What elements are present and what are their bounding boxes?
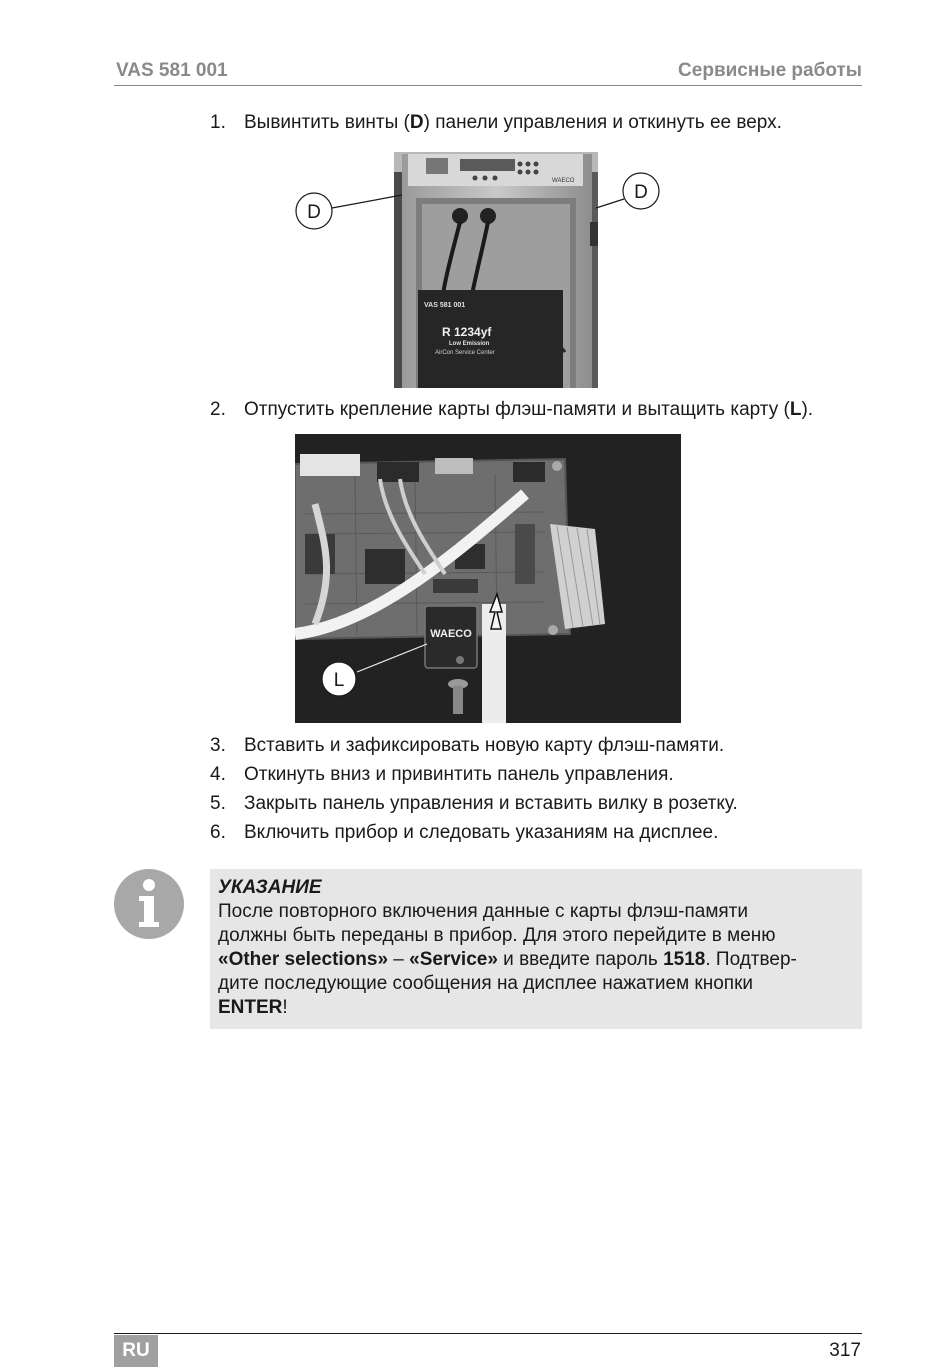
unit-model-label: VAS 581 001 <box>424 302 466 309</box>
step-text-bold: D <box>409 112 424 133</box>
callout-d-left: D <box>307 202 321 223</box>
note-text: ! <box>282 997 288 1018</box>
password-value: 1518 <box>663 949 706 970</box>
menu-service: «Service» <box>409 949 498 970</box>
step-text: Отпустить крепление карты флэш-памяти и вытащить карту ( <box>244 399 790 420</box>
unit-emission-label: Low Emission <box>449 341 490 347</box>
callout-l: L <box>333 670 345 691</box>
step-5 <box>210 792 738 816</box>
step-3 <box>210 734 724 758</box>
page-number: 317 <box>829 1340 861 1361</box>
step-1 <box>210 111 782 135</box>
step-text: Откинуть вниз и привинтить панель управления. <box>244 764 674 785</box>
step-number: 4. <box>210 764 226 785</box>
step-text: Закрыть панель управления и вставить вилку в розетку. <box>244 793 738 814</box>
note-text: и введите пароль <box>497 949 664 970</box>
step-6 <box>210 821 718 845</box>
step-text: Вставить и зафиксировать новую карту флэш-памяти. <box>244 735 725 756</box>
unit-brand-label: WAECO <box>552 178 575 184</box>
step-number: 2. <box>210 399 226 420</box>
note-line-2: должны быть переданы в прибор. Для этого перейдите в меню <box>218 925 776 946</box>
step-text: ). <box>801 399 814 420</box>
step-text: Вывинтить винты ( <box>244 112 410 133</box>
figure-service-unit <box>290 152 670 390</box>
menu-other-selections: «Other selections» <box>218 949 389 970</box>
callout-d-right: D <box>634 182 648 203</box>
step-text: Включить прибор и следовать указаниям на дисплее. <box>244 822 719 843</box>
step-number: 6. <box>210 822 226 843</box>
step-number: 3. <box>210 735 226 756</box>
note-line-1: После повторного включения данные с карты флэш-памяти <box>218 901 748 922</box>
note-line-3 <box>218 948 852 972</box>
figure-circuit-board <box>295 434 681 723</box>
step-number: 1. <box>210 112 226 133</box>
language-badge: RU <box>114 1335 158 1367</box>
key-enter: ENTER <box>218 997 283 1018</box>
step-4 <box>210 763 674 787</box>
note-text: – <box>388 949 410 970</box>
note-line-4: дите последующие сообщения на дисплее нажатием кнопки <box>218 973 753 994</box>
unit-center-label: AirCon Service Center <box>435 350 495 356</box>
unit-refrigerant-label: R 1234yf <box>442 325 492 339</box>
step-text: ) панели управления и откинуть ее верх. <box>423 112 782 133</box>
step-2 <box>210 398 813 422</box>
header-doc-id: VAS 581 001 <box>116 60 228 81</box>
info-icon <box>113 868 185 940</box>
note-line-5 <box>218 996 852 1020</box>
header-divider <box>114 85 862 86</box>
step-number: 5. <box>210 793 226 814</box>
note-text: . Подтвер- <box>705 949 797 970</box>
note-title: УКАЗАНИЕ <box>218 877 322 898</box>
flash-card-brand: WAECO <box>430 628 472 640</box>
step-text-bold: L <box>789 399 802 420</box>
footer-divider <box>114 1333 862 1334</box>
note-box <box>210 869 862 1029</box>
header-section-title: Сервисные работы <box>678 60 862 81</box>
